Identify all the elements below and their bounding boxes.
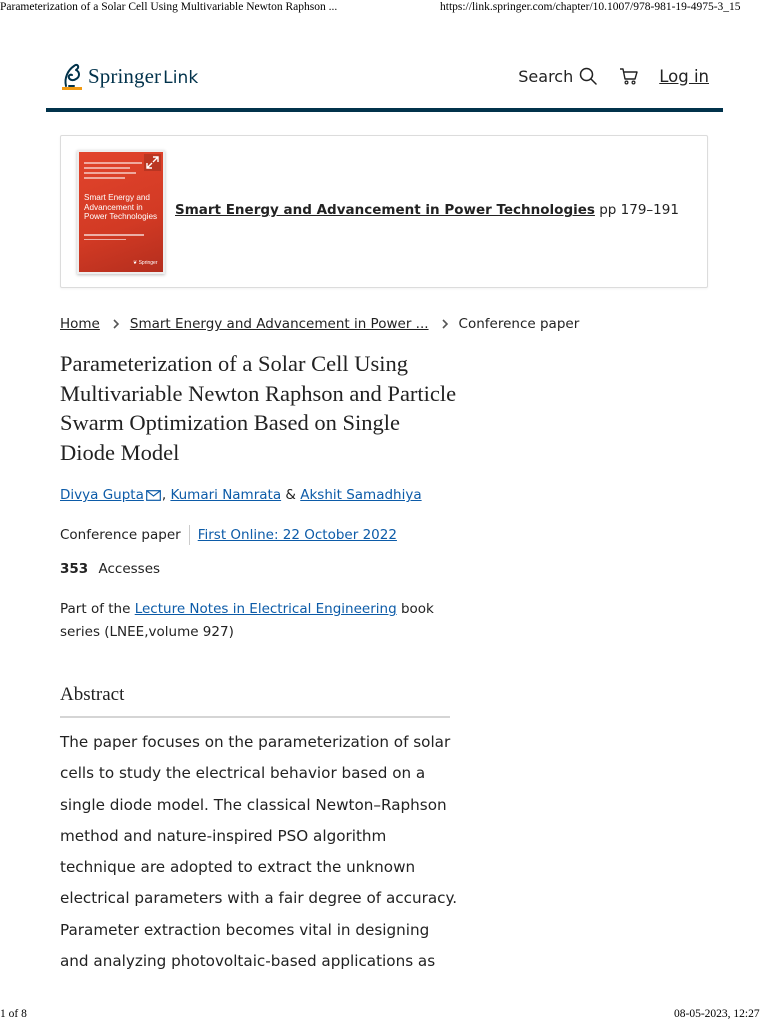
login-link[interactable]: Log in bbox=[659, 66, 709, 86]
author-link[interactable]: Kumari Namrata bbox=[170, 487, 282, 503]
article-meta bbox=[60, 525, 397, 545]
print-page-number: 1 of 8 bbox=[0, 1008, 27, 1020]
site-header bbox=[46, 56, 723, 112]
email-icon[interactable] bbox=[146, 490, 161, 501]
cover-title: Smart Energy and Advancement in Power Technologies bbox=[84, 193, 158, 222]
logo-springer-text: Springer bbox=[88, 63, 162, 88]
content-type: Conference paper bbox=[60, 527, 181, 543]
accesses-metric bbox=[60, 561, 160, 577]
expand-icon[interactable] bbox=[144, 154, 161, 171]
breadcrumb-current: Conference paper bbox=[458, 316, 580, 332]
author-link[interactable]: Divya Gupta bbox=[60, 487, 144, 503]
accesses-count: 353 bbox=[60, 561, 89, 577]
breadcrumb-book[interactable]: Smart Energy and Advancement in Power ... bbox=[129, 316, 429, 332]
book-title-link[interactable]: Smart Energy and Advancement in Power Technologies bbox=[175, 202, 595, 218]
search-button[interactable] bbox=[518, 67, 597, 86]
series-suffix: book series (LNEE,volume 927) bbox=[60, 601, 434, 640]
header-actions bbox=[518, 66, 709, 86]
logo-accent-bar bbox=[62, 87, 82, 90]
chevron-right-icon bbox=[440, 318, 450, 330]
book-cover-image[interactable] bbox=[77, 150, 165, 274]
logo-link-text: Link bbox=[163, 67, 199, 88]
accesses-label: Accesses bbox=[98, 561, 161, 577]
breadcrumb-home[interactable]: Home bbox=[60, 316, 100, 332]
author-link[interactable]: Akshit Samadhiya bbox=[300, 487, 422, 503]
abstract-text: The paper focuses on the parameterization of solar cells to study the electrical behavior based on a single diode model. The classical Newton–Raphson method and nature-inspired PSO algorithm technique are adopted to extract the unknown electrical parameters with a fair degree of accuracy. Parameter extraction becomes vital in designing and analyzing photovoltaic-based applications as bbox=[60, 733, 458, 971]
cover-editors-lines bbox=[84, 162, 142, 182]
cover-subtitle-lines bbox=[84, 234, 144, 243]
book-pages: pp 179–191 bbox=[599, 202, 679, 218]
book-card bbox=[60, 135, 708, 288]
search-label: Search bbox=[518, 66, 574, 86]
book-series-info bbox=[60, 598, 450, 644]
search-icon bbox=[579, 67, 597, 85]
author-separator: , bbox=[161, 487, 167, 503]
chevron-right-icon bbox=[111, 318, 121, 330]
print-page-url: https://link.springer.com/chapter/10.1007/978-981-19-4975-3_15 bbox=[440, 1, 741, 13]
series-link[interactable]: Lecture Notes in Electrical Engineering bbox=[134, 601, 397, 617]
abstract-heading: Abstract bbox=[60, 684, 450, 718]
logo-wordmark bbox=[88, 64, 198, 89]
article-title: Parameterization of a Solar Cell Using Multivariable Newton Raphson and Particle Swarm Optimization Based on Single Diode Model bbox=[60, 351, 457, 465]
print-page-title: Parameterization of a Solar Cell Using Multivariable Newton Raphson ... bbox=[0, 1, 338, 13]
author-separator: & bbox=[285, 487, 296, 503]
author-list bbox=[60, 487, 422, 503]
cart-icon[interactable] bbox=[619, 66, 639, 86]
print-datetime: 08-05-2023, 12:27 bbox=[674, 1008, 760, 1020]
first-online-link[interactable]: First Online: 22 October 2022 bbox=[197, 527, 397, 543]
breadcrumb bbox=[60, 316, 579, 332]
cover-publisher-mark: ❦ Springer bbox=[133, 260, 158, 266]
series-prefix: Part of the bbox=[60, 601, 131, 617]
print-header bbox=[0, 0, 768, 16]
meta-divider bbox=[189, 525, 190, 545]
print-footer bbox=[0, 1006, 768, 1024]
book-info bbox=[175, 202, 679, 218]
